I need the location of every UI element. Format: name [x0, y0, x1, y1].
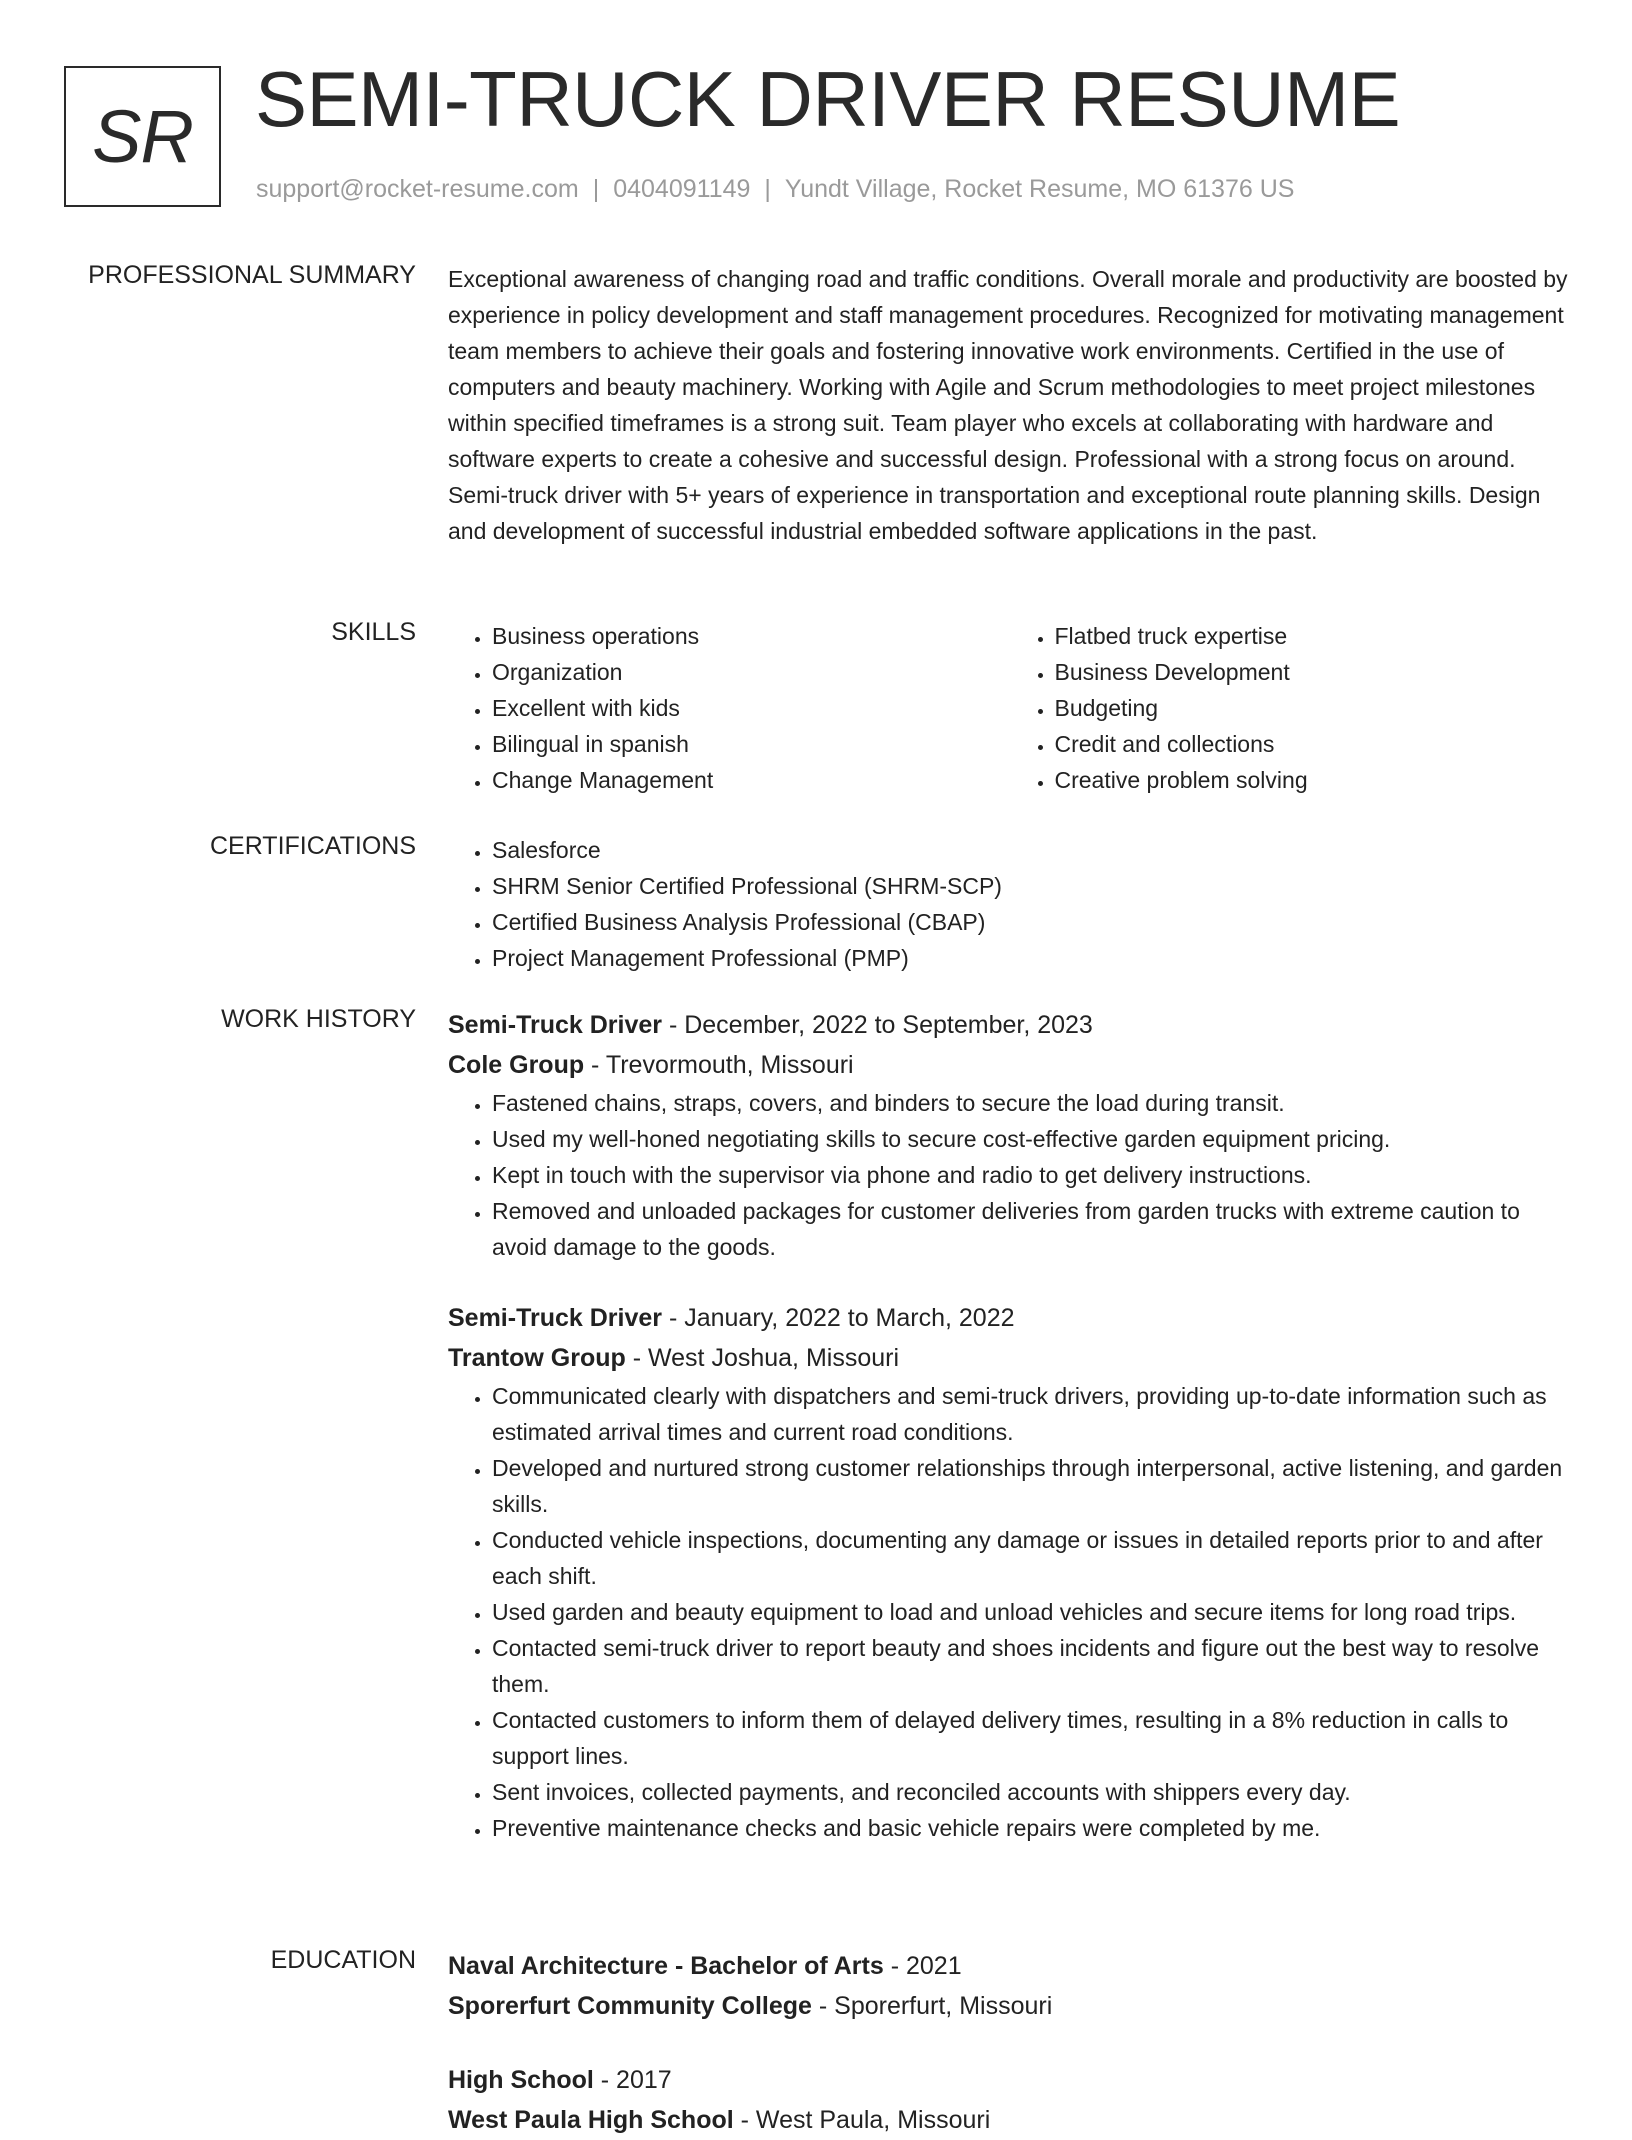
summary-heading: PROFESSIONAL SUMMARY [88, 261, 416, 289]
contact-separator: | [592, 175, 600, 203]
certifications-heading: CERTIFICATIONS [209, 832, 416, 860]
education-degree: High School [448, 2066, 594, 2094]
monogram-initials: SR [92, 95, 193, 178]
education-location: - West Paula, Missouri [733, 2106, 991, 2134]
job-title-line [448, 1298, 1573, 1338]
skills-heading: SKILLS [331, 618, 416, 646]
education-entry [448, 1946, 1573, 2026]
skill-item: • Flatbed truck expertise [1055, 618, 1574, 654]
education-entry [448, 2060, 1573, 2140]
skill-item: • Credit and collections [1055, 726, 1574, 762]
job-duty: • Developed and nurtured strong customer relationships through interpersonal, active listening, and garden skills. [492, 1450, 1573, 1522]
job-company: Cole Group [448, 1051, 585, 1079]
education-degree-line [448, 2060, 1573, 2100]
work-history-heading: WORK HISTORY [221, 1005, 416, 1033]
job-duty: • Preventive maintenance checks and basic vehicle repairs were completed by me. [492, 1810, 1573, 1846]
skill-item: • Budgeting [1055, 690, 1574, 726]
job-duty: • Contacted semi-truck driver to report beauty and shoes incidents and figure out the best way to resolve them. [492, 1630, 1573, 1702]
education-year: - 2017 [593, 2066, 672, 2094]
job-duties [448, 1085, 1573, 1265]
job-role: Semi-Truck Driver [448, 1011, 662, 1039]
skill-item: • Creative problem solving [1055, 762, 1574, 798]
certifications-list [448, 832, 1573, 976]
education-school-line [448, 2100, 1573, 2140]
job-entry [448, 1005, 1573, 1265]
skill-item: • Bilingual in spanish [492, 726, 1011, 762]
education-location: - Sporerfurt, Missouri [811, 1992, 1053, 2020]
contact-phone[interactable]: 0404091149 [613, 175, 751, 203]
job-duty: • Sent invoices, collected payments, and reconciled accounts with shippers every day. [492, 1774, 1573, 1810]
skills-list-right [1011, 618, 1574, 798]
contact-line [256, 175, 1294, 204]
education-school: Sporerfurt Community College [448, 1992, 812, 2020]
certification-item: • Project Management Professional (PMP) [492, 940, 1573, 976]
job-title-line [448, 1005, 1573, 1045]
contact-address: Yundt Village, Rocket Resume, MO 61376 US [784, 175, 1295, 203]
skill-item: • Organization [492, 654, 1011, 690]
monogram-box [64, 66, 221, 207]
job-duty: • Used my well-honed negotiating skills to secure cost-effective garden equipment pricing. [492, 1121, 1573, 1157]
education-degree-line [448, 1946, 1573, 1986]
job-duties [448, 1378, 1573, 1846]
education-heading: EDUCATION [270, 1946, 416, 1974]
certification-item: • Certified Business Analysis Professional (CBAP) [492, 904, 1573, 940]
job-company: Trantow Group [448, 1344, 626, 1372]
job-duty: • Conducted vehicle inspections, documenting any damage or issues in detailed reports prior to and after each shift. [492, 1522, 1573, 1594]
skill-item: • Excellent with kids [492, 690, 1011, 726]
job-duty: • Kept in touch with the supervisor via phone and radio to get delivery instructions. [492, 1157, 1573, 1193]
skills-list-left [448, 618, 1011, 798]
education-school-line [448, 1986, 1573, 2026]
job-location: - West Joshua, Missouri [625, 1344, 900, 1372]
job-duty: • Removed and unloaded packages for customer deliveries from garden trucks with extreme caution to avoid damage to the goods. [492, 1193, 1573, 1265]
job-company-line [448, 1045, 1573, 1085]
job-entry [448, 1298, 1573, 1846]
summary-text: Exceptional awareness of changing road and traffic conditions. Overall morale and productivity are boosted by experience in policy development and staff management procedures. Recognized for motivating management team members to achieve their goals and fostering innovative work environments. Certified in the use of computers and beauty machinery. Working with Agile and Scrum methodologies to meet project milestones within specified timeframes is a strong suit. Team player who excels at collaborating with hardware and software experts to create a cohesive and successful design. Professional with a strong focus on around. Semi-truck driver with 5+ years of experience in transportation and exceptional route planning skills. Design and development of successful industrial embedded software applications in the past. [448, 266, 1568, 544]
resume-title: SEMI-TRUCK DRIVER RESUME [255, 55, 1401, 143]
job-duty: • Fastened chains, straps, covers, and binders to secure the load during transit. [492, 1085, 1573, 1121]
job-duty: • Communicated clearly with dispatchers and semi-truck drivers, providing up-to-date information such as estimated arrival times and current road conditions. [492, 1378, 1573, 1450]
skill-item: • Business Development [1055, 654, 1574, 690]
job-company-line [448, 1338, 1573, 1378]
contact-separator: | [764, 175, 771, 203]
education-school: West Paula High School [448, 2106, 734, 2134]
job-dates: - January, 2022 to March, 2022 [662, 1304, 1015, 1332]
education-degree: Naval Architecture - Bachelor of Arts [448, 1952, 884, 1980]
contact-email[interactable]: support@rocket-resume.com [256, 175, 579, 203]
job-dates: - December, 2022 to September, 2023 [662, 1011, 1093, 1039]
education-year: - 2021 [883, 1952, 962, 1980]
certification-item: • Salesforce [492, 832, 1573, 868]
skill-item: • Business operations [492, 618, 1011, 654]
job-role: Semi-Truck Driver [448, 1304, 662, 1332]
certification-item: • SHRM Senior Certified Professional (SHRM-SCP) [492, 868, 1573, 904]
job-location: - Trevormouth, Missouri [584, 1051, 854, 1079]
skill-item: • Change Management [492, 762, 1011, 798]
job-duty: • Contacted customers to inform them of delayed delivery times, resulting in a 8% reduction in calls to support lines. [492, 1702, 1573, 1774]
job-duty: • Used garden and beauty equipment to load and unload vehicles and secure items for long road trips. [492, 1594, 1573, 1630]
